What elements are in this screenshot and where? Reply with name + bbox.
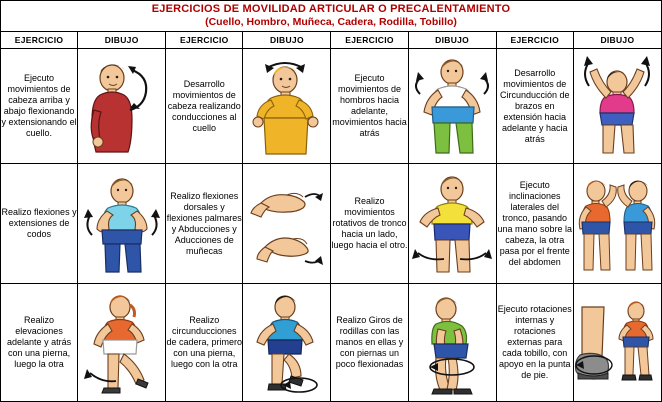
exercise-text: Realizo circunducciones de cadera, primero con una pierna, luego con la otra xyxy=(166,284,243,402)
lateral-trunk-bend-figure xyxy=(573,164,661,284)
neck-flexion-extension-figure xyxy=(78,49,166,164)
header-exercise-1: EJERCICIO xyxy=(1,32,78,49)
trunk-rotation-figure xyxy=(408,164,496,284)
ankle-rotation-figure xyxy=(573,284,661,402)
arm-circumduction-figure xyxy=(573,49,661,164)
table-row xyxy=(1,49,662,164)
page-title xyxy=(1,1,662,32)
exercise-text: Desarrollo movimientos de Circunducción de brazos en extensión hacia adelante y hacia atrás xyxy=(496,49,573,164)
knee-circles-figure xyxy=(408,284,496,402)
header-drawing-3: DIBUJO xyxy=(408,32,496,49)
neck-rotation-figure xyxy=(243,49,331,164)
header-exercise-4: EJERCICIO xyxy=(496,32,573,49)
exercise-text: Ejecuto movimientos de cabeza arriba y abajo flexionando y extensionando el cuello. xyxy=(1,49,78,164)
elbow-flexion-figure xyxy=(78,164,166,284)
shoulder-circles-figure xyxy=(408,49,496,164)
table-row xyxy=(1,284,662,402)
header-drawing-2: DIBUJO xyxy=(243,32,331,49)
header-drawing-4: DIBUJO xyxy=(573,32,661,49)
leg-swing-figure xyxy=(78,284,166,402)
exercise-text: Realizo elevaciones adelante y atrás con una pierna, luego la otra xyxy=(1,284,78,402)
exercise-text: Desarrollo movimientos de cabeza realizando conducciones al cuello xyxy=(166,49,243,164)
header-exercise-3: EJERCICIO xyxy=(331,32,408,49)
exercise-text: Realizo movimientos rotativos de tronco hacia un lado, luego hacia el otro. xyxy=(331,164,408,284)
exercise-text: Ejecuto rotaciones internas y rotaciones externas para cada tobillo, con apoyo en la punta de pie. xyxy=(496,284,573,402)
exercise-text: Realizo flexiones y extensiones de codos xyxy=(1,164,78,284)
header-row xyxy=(1,32,662,49)
hip-circumduction-figure xyxy=(243,284,331,402)
header-exercise-2: EJERCICIO xyxy=(166,32,243,49)
exercise-text: Realizo Giros de rodillas con las manos en ellas y con piernas un poco flexionadas xyxy=(331,284,408,402)
header-drawing-1: DIBUJO xyxy=(78,32,166,49)
exercise-text: Realizo flexiones dorsales y flexiones palmares y Abducciones y Aducciones de muñecas xyxy=(166,164,243,284)
title-row xyxy=(1,1,662,32)
exercise-text: Ejecuto movimientos de hombros hacia adelante, movimientos hacia atrás xyxy=(331,49,408,164)
title-line-1: EJERCICIOS DE MOVILIDAD ARTICULAR O PRECALENTAMIENTO xyxy=(151,3,511,15)
wrist-movements-figure xyxy=(243,164,331,284)
table-row xyxy=(1,164,662,284)
exercise-text: Ejecuto inclinaciones laterales del tronco, pasando una mano sobre la cabeza, la otra pasa por el frente del abdomen xyxy=(496,164,573,284)
title-line-2: (Cuello, Hombro, Muñeca, Cadera, Rodilla, Tobillo) xyxy=(205,16,457,28)
